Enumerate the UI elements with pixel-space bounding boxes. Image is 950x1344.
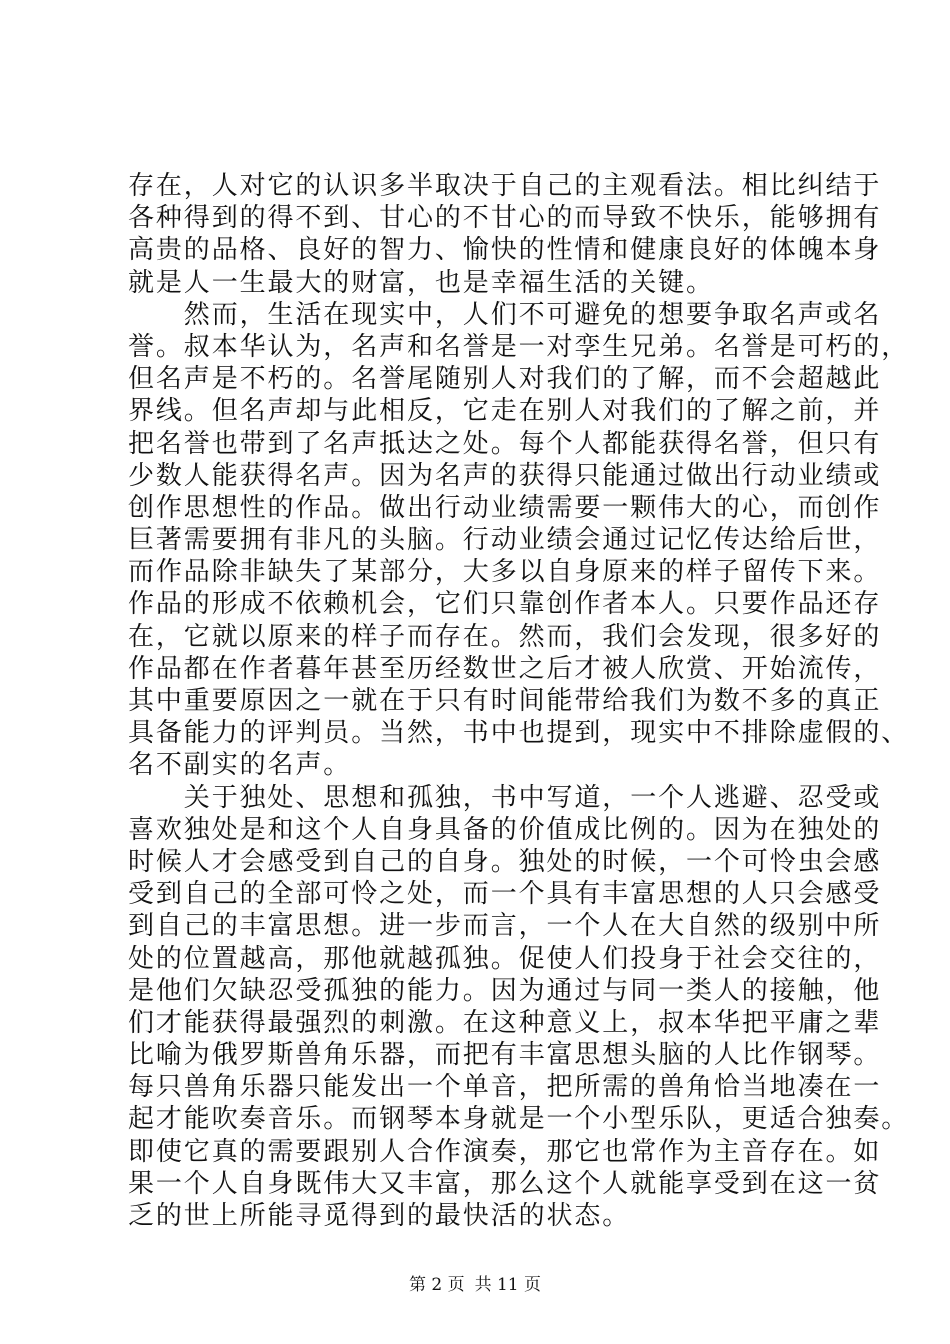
page-footer	[0, 1270, 950, 1295]
text-line: 誉。叔本华认为，名声和名誉是一对孪生兄弟。名誉是可朽的，	[128, 331, 910, 362]
text-line: 但名声是不朽的。名誉尾随别人对我们的了解，而不会超越此	[128, 364, 882, 395]
text-line: 创作思想性的作品。做出行动业绩需要一颗伟大的心，而创作	[128, 492, 882, 523]
text-line: 就是人一生最大的财富，也是幸福生活的关键。	[128, 267, 714, 298]
page-total: 共 11 页	[474, 1275, 542, 1295]
text-line: 巨著需要拥有非凡的头脑。行动业绩会通过记忆传达给后世，	[128, 525, 882, 556]
text-line: 作品的形成不依赖机会，它们只靠创作者本人。只要作品还存	[128, 589, 882, 620]
text-line: 乏的世上所能寻觅得到的最快活的状态。	[128, 1201, 631, 1231]
text-line: 每只兽角乐器只能发出一个单音，把所需的兽角恰当地凑在一	[128, 1072, 882, 1103]
text-line: 名不副实的名声。	[128, 750, 352, 781]
text-line: 具备能力的评判员。当然，书中也提到，现实中不排除虚假的、	[128, 718, 910, 749]
text-line: 作品都在作者暮年甚至历经数世之后才被人欣赏、开始流传，	[128, 653, 882, 684]
text-line: 处的位置越高，那他就越孤独。促使人们投身于社会交往的，	[128, 943, 882, 974]
text-line: 在，它就以原来的样子而存在。然而，我们会发现，很多好的	[128, 621, 882, 652]
text-line: 高贵的品格、良好的智力、愉快的性情和健康良好的体魄本身	[128, 235, 882, 266]
page-number: 第 2 页	[408, 1275, 465, 1295]
text-line: 各种得到的得不到、甘心的不甘心的而导致不快乐，能够拥有	[128, 203, 882, 234]
text-line: 比喻为俄罗斯兽角乐器，而把有丰富思想头脑的人比作钢琴。	[128, 1040, 882, 1071]
text-line: 把名誉也带到了名声抵达之处。每个人都能获得名誉，但只有	[128, 428, 882, 459]
text-line: 存在，人对它的认识多半取决于自己的主观看法。相比纠结于	[128, 171, 882, 201]
text-line: 是他们欠缺忍受孤独的能力。因为通过与同一类人的接触，他	[128, 975, 882, 1006]
text-line: 果一个人自身既伟大又丰富，那么这个人就能享受到在这一贫	[128, 1168, 882, 1199]
text-line: 其中重要原因之一就在于只有时间能带给我们为数不多的真正	[128, 686, 882, 716]
text-line: 界线。但名声却与此相反，它走在别人对我们的了解之前，并	[128, 396, 882, 427]
text-line: 受到自己的全部可怜之处，而一个具有丰富思想的人只会感受	[128, 879, 882, 910]
text-line: 关于独处、思想和孤独，书中写道，一个人逃避、忍受或	[128, 782, 882, 813]
body-text	[128, 170, 910, 1232]
text-line: 起才能吹奏音乐。而钢琴本身就是一个小型乐队，更适合独奏。	[128, 1104, 910, 1135]
text-line: 而作品除非缺失了某部分，大多以自身原来的样子留传下来。	[128, 557, 882, 588]
text-line: 然而，生活在现实中，人们不可避免的想要争取名声或名	[128, 299, 882, 330]
text-line: 少数人能获得名声。因为名声的获得只能通过做出行动业绩或	[128, 460, 882, 491]
text-line: 到自己的丰富思想。进一步而言，一个人在大自然的级别中所	[128, 911, 882, 942]
text-line: 们才能获得最强烈的刺激。在这种意义上，叔本华把平庸之辈	[128, 1007, 882, 1038]
text-line: 喜欢独处是和这个人自身具备的价值成比例的。因为在独处的	[128, 814, 882, 845]
text-line: 时候人才会感受到自己的自身。独处的时候，一个可怜虫会感	[128, 846, 882, 877]
text-line: 即使它真的需要跟别人合作演奏，那它也常作为主音存在。如	[128, 1136, 882, 1167]
